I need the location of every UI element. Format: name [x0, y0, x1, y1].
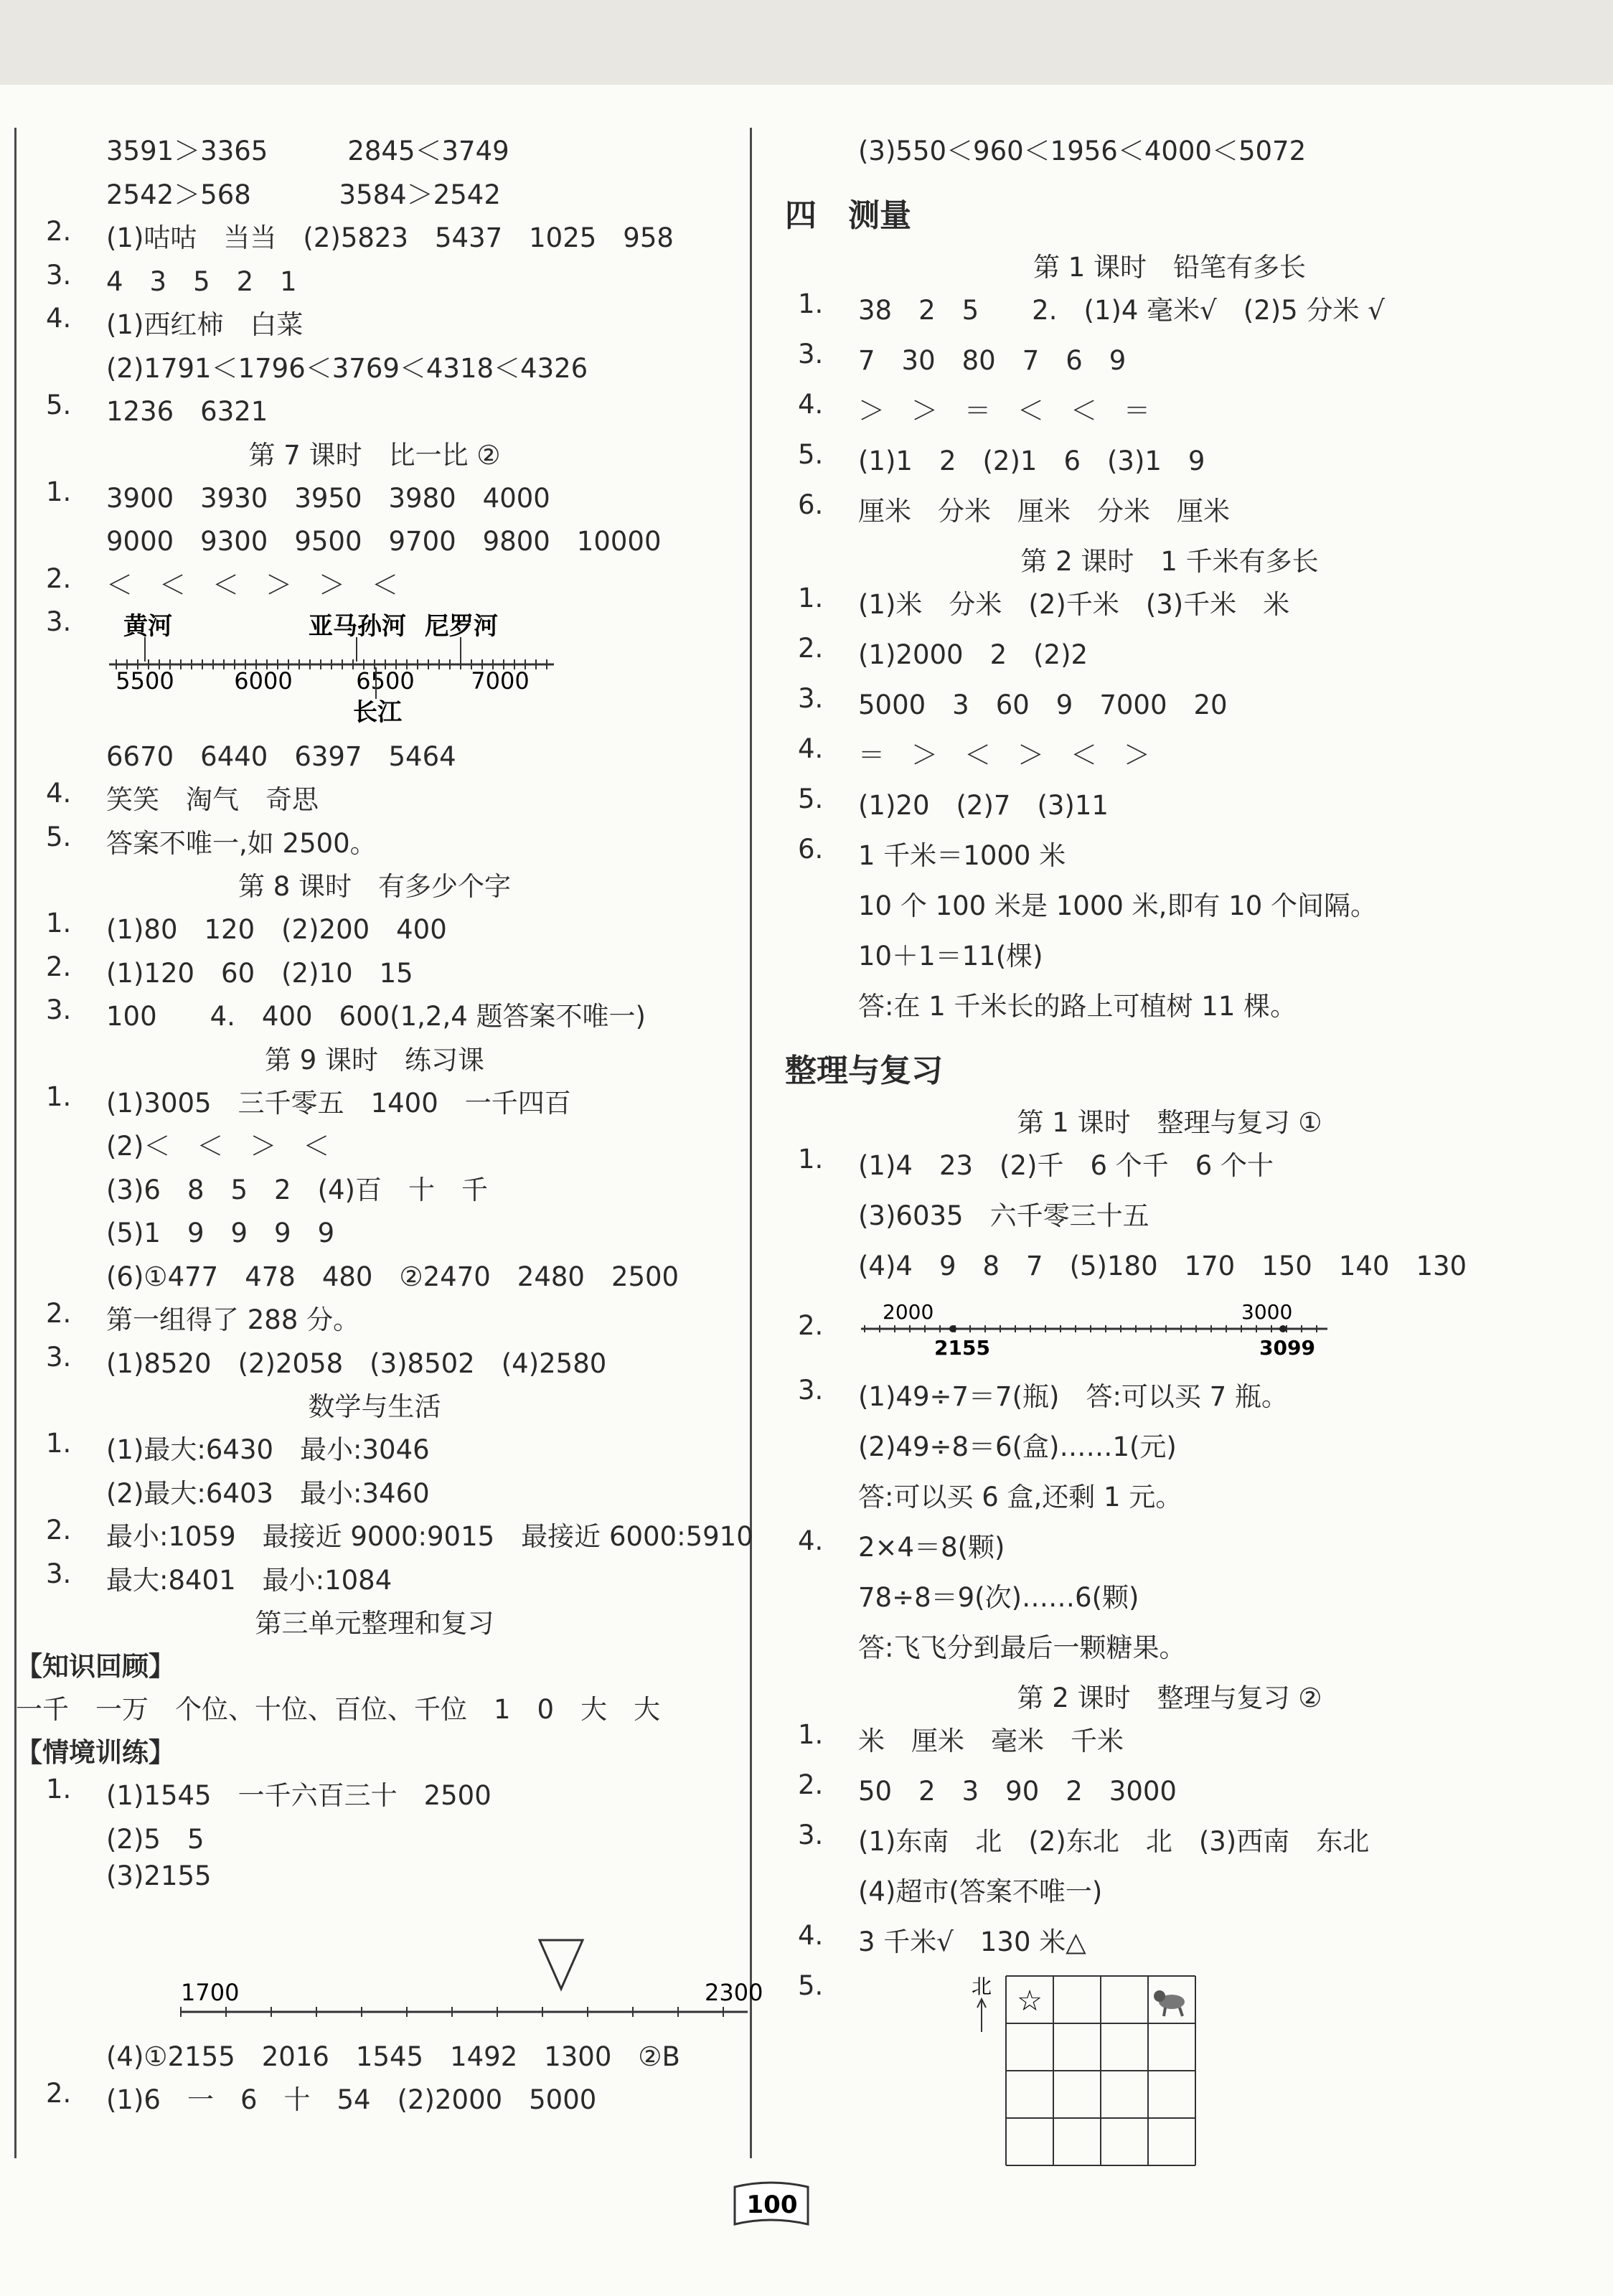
lesson-heading-text: 第 1 课时 铅笔有多长 [1033, 252, 1307, 283]
answer-text: (2)最大:6403 最小:3460 [106, 1477, 430, 1509]
answer-text: (2)＜ ＜ ＞ ＜ [106, 1131, 330, 1162]
answer-text: 50 2 3 90 2 3000 [858, 1776, 1177, 1807]
answer-line [16, 778, 733, 822]
column-divider [750, 128, 752, 2158]
answer-text: 最小:1059 最接近 9000:9015 最接近 6000:5910 [106, 1521, 753, 1552]
river-label: 亚马孙河 [309, 611, 406, 641]
question-number: 2. [46, 1298, 72, 1329]
answer-line [16, 347, 733, 390]
tick-label: 6500 [356, 667, 415, 695]
answer-line [768, 1425, 1571, 1475]
answer-line [16, 1168, 733, 1212]
lesson-heading [768, 1676, 1571, 1719]
answer-text: (1)4 23 (2)千 6 个千 6 个十 [858, 1150, 1274, 1181]
question-number: 1. [46, 1774, 72, 1805]
dog-icon [1154, 1990, 1185, 2016]
answer-text: (1)20 (2)7 (3)11 [858, 790, 1109, 821]
tick-label: 5500 [116, 667, 174, 695]
answer-text: (3)2155 [106, 1860, 212, 1891]
section-title [768, 179, 1571, 245]
answer-line [768, 934, 1571, 984]
page-number: 100 [746, 2191, 798, 2219]
point-label: 3099 [1259, 1336, 1315, 1360]
answer-line [768, 439, 1571, 489]
answer-line [16, 908, 733, 951]
question-number: 3. [798, 1820, 824, 1850]
answer-line [16, 563, 733, 607]
answer-line [768, 583, 1571, 633]
question-number: 3. [46, 259, 72, 291]
answer-text: 最大:8401 最小:1084 [106, 1564, 392, 1596]
answer-text: (3)6 8 5 2 (4)百 十 千 [106, 1174, 488, 1205]
answer-line [768, 1920, 1571, 1970]
triangle-marker [540, 1940, 583, 1989]
answer-line [16, 1124, 733, 1168]
answer-line [768, 1375, 1571, 1425]
question-number: 2. [798, 633, 824, 664]
lesson-heading [16, 865, 733, 908]
answer-text: (1)80 120 (2)200 400 [106, 914, 447, 945]
question-number: 1. [46, 476, 72, 507]
answer-line [768, 129, 1571, 179]
answer-line [768, 733, 1571, 784]
answer-line [16, 1255, 733, 1299]
section-title-text: 四 测量 [785, 197, 911, 234]
answer-line [16, 822, 733, 865]
north-label: 北 [971, 1975, 992, 1998]
right-column [768, 129, 1571, 2178]
answer-line [768, 1144, 1571, 1194]
answer-text: 答:可以买 6 盒,还剩 1 元。 [858, 1482, 1182, 1512]
answer-text: (6)①477 478 480 ②2470 2480 2500 [106, 1261, 679, 1292]
answer-text: 答:在 1 千米长的路上可植树 11 棵。 [858, 991, 1297, 1022]
point-marker [949, 1325, 956, 1332]
question-number: 2. [46, 2078, 72, 2109]
river-length-number-line [16, 606, 733, 735]
question-number: 4. [46, 303, 72, 334]
answer-line [768, 288, 1571, 339]
answer-line [768, 683, 1571, 733]
answer-line [16, 476, 733, 520]
lesson-heading-text: 第 2 课时 1 千米有多长 [1020, 546, 1319, 577]
question-number: 3. [798, 1375, 824, 1406]
tick-label: 7000 [471, 667, 530, 695]
question-number: 4. [798, 1525, 824, 1556]
question-number: 4. [46, 778, 72, 809]
answer-line [16, 519, 733, 563]
answer-line [768, 1525, 1571, 1576]
answer-text: (1)8520 (2)2058 (3)8502 (4)2580 [106, 1347, 607, 1379]
point-marker [1279, 1325, 1287, 1332]
star-icon: ☆ [1017, 1985, 1043, 2018]
answer-text: 7 30 80 7 6 9 [858, 345, 1127, 376]
answer-line [768, 884, 1571, 934]
answer-text: (5)1 9 9 9 9 [106, 1218, 335, 1248]
question-number: 5. [798, 1970, 824, 2001]
answer-line [768, 1626, 1571, 1676]
lesson-heading [768, 540, 1571, 583]
answer-line [16, 994, 733, 1038]
answer-line [16, 1817, 733, 1861]
question-number: 5. [798, 439, 824, 470]
subsection-label-text: 【情境训练】 [16, 1737, 175, 1768]
page-number-badge [728, 2181, 814, 2234]
answer-line [768, 389, 1571, 439]
answer-line [16, 390, 733, 433]
subsection-label-text: 【知识回顾】 [16, 1651, 175, 1682]
answer-text: ＝ ＞ ＜ ＞ ＜ ＞ [858, 740, 1150, 771]
question-number: 5. [798, 784, 824, 814]
answer-line [16, 2078, 733, 2122]
answer-line [768, 633, 1571, 683]
answer-line [768, 1475, 1571, 1525]
answer-text: (4)4 9 8 7 (5)180 170 150 140 130 [858, 1251, 1467, 1281]
section-title-text: 整理与复习 [785, 1053, 943, 1089]
answer-line [768, 784, 1571, 834]
question-number: 1. [798, 1144, 824, 1175]
question-number: 3. [46, 994, 72, 1025]
question-number: 2. [46, 1515, 72, 1545]
question-number: 3. [46, 1341, 72, 1373]
lesson-heading-text: 数学与生活 [308, 1391, 441, 1422]
direction-grid-figure [768, 1970, 1571, 2178]
answer-line [16, 303, 733, 347]
answer-text: (2)49÷8＝6(盒)……1(元) [858, 1431, 1177, 1462]
answer-line [16, 1428, 733, 1472]
question-number: 3. [46, 1558, 72, 1589]
answer-line [16, 1558, 733, 1602]
lesson-heading [16, 1601, 733, 1645]
answer-line [16, 129, 733, 173]
answer-text: 答:飞飞分到最后一颗糖果。 [858, 1632, 1186, 1663]
answer-text: (4)超市(答案不唯一) [858, 1876, 1103, 1907]
lesson-heading-text: 第 2 课时 整理与复习 ② [1017, 1683, 1322, 1713]
answer-text: 3591＞3365 2845＜3749 [106, 136, 509, 166]
answer-line [768, 1820, 1571, 1870]
question-number: 1. [798, 583, 824, 613]
answer-text: 2×4＝8(颗) [858, 1532, 1005, 1563]
tick-label: 1700 [181, 1978, 240, 2006]
tick-label: 2300 [705, 1978, 763, 2006]
question-number: 5. [46, 390, 72, 420]
answer-text: 9000 9300 9500 9700 9800 10000 [106, 526, 662, 557]
answer-line [16, 173, 733, 217]
question-number: 1. [46, 1428, 72, 1459]
answer-text: (2)5 5 [106, 1823, 204, 1855]
answer-line [768, 1870, 1571, 1920]
answer-text: (1)6 一 6 十 54 (2)2000 5000 [106, 2084, 597, 2115]
lesson-heading-text: 第 8 课时 有多少个字 [238, 871, 512, 902]
question-number: 1. [798, 1719, 824, 1750]
question-number: 1. [46, 908, 72, 938]
answer-text: 3900 3930 3950 3980 4000 [106, 482, 550, 514]
lesson-heading [16, 1038, 733, 1081]
answer-line [768, 1194, 1571, 1244]
question-number: 6. [798, 834, 824, 865]
answer-text: 1236 6321 [106, 396, 268, 427]
river-label: 长江 [353, 697, 402, 727]
question-number: 3. [798, 339, 824, 370]
answer-text: (1)2000 2 (2)2 [858, 639, 1088, 670]
answer-text: (4)①2155 2016 1545 1492 1300 ②B [106, 2041, 680, 2072]
answer-text: (1)最大:6430 最小:3046 [106, 1434, 430, 1465]
answer-text: (3)550＜960＜1956＜4000＜5072 [858, 136, 1307, 166]
answer-text: 2542＞568 3584＞2542 [106, 179, 501, 210]
answer-line [16, 735, 733, 778]
answer-line [16, 216, 733, 260]
lesson-heading-text: 第 7 课时 比一比 ② [248, 439, 501, 471]
answer-text: (1)米 分米 (2)千米 (3)千米 米 [858, 589, 1290, 620]
answer-text: 38 2 5 2. (1)4 毫米√ (2)5 分米 √ [858, 295, 1385, 326]
subsection-label [16, 1645, 733, 1688]
answer-text: 3 千米√ 130 米△ [858, 1926, 1086, 1957]
answer-text: 笑笑 淘气 奇思 [106, 784, 319, 815]
answer-text: (2)1791＜1796＜3769＜4318＜4326 [106, 352, 588, 384]
answer-text: 米 厘米 毫米 千米 [858, 1726, 1124, 1756]
answer-line [768, 1719, 1571, 1769]
tick-label: 2000 [883, 1300, 934, 1324]
tick-label: 6000 [234, 667, 293, 695]
answer-text: 厘米 分米 厘米 分米 厘米 [858, 496, 1230, 527]
subsection-label [16, 1731, 733, 1774]
answer-text: (1)东南 北 (2)东北 北 (3)西南 东北 [858, 1826, 1370, 1857]
question-number: 1. [46, 1081, 72, 1112]
question-number: 2. [46, 216, 72, 247]
question-number: 6. [798, 489, 824, 520]
section-title [768, 1035, 1571, 1101]
answer-text: 答案不唯一,如 2500。 [106, 827, 377, 859]
answer-text: 10＋1＝11(棵) [858, 941, 1043, 971]
answer-text: (1)1 2 (2)1 6 (3)1 9 [858, 446, 1205, 476]
answer-line [768, 984, 1571, 1035]
question-number: 1. [798, 288, 824, 319]
answer-line [16, 1774, 733, 1817]
answer-text: (1)3005 三千零五 1400 一千四百 [106, 1087, 571, 1119]
answer-text: 第一组得了 288 分。 [106, 1304, 360, 1335]
answer-line [16, 1298, 733, 1342]
answer-line [16, 1860, 733, 1904]
answer-line [768, 1576, 1571, 1626]
answer-line [16, 1688, 733, 1731]
answer-line [768, 339, 1571, 389]
answer-line [16, 1342, 733, 1385]
answer-text: 100 4. 400 600(1,2,4 题答案不唯一) [106, 1001, 646, 1032]
question-number: 4. [798, 1920, 824, 1951]
lesson-heading [768, 245, 1571, 288]
answer-line [16, 951, 733, 995]
lesson-heading [16, 433, 733, 476]
lesson-heading [768, 1101, 1571, 1144]
answer-text: (1)咕咕 当当 (2)5823 5437 1025 958 [106, 222, 674, 253]
answer-line [16, 260, 733, 304]
question-number: 5. [46, 821, 72, 852]
question-number: 2. [46, 563, 72, 594]
question-number: 3. [798, 683, 824, 714]
answer-text: (1)49÷7＝7(瓶) 答:可以买 7 瓶。 [858, 1381, 1288, 1412]
answer-line [768, 1244, 1571, 1294]
answer-line [16, 1472, 733, 1515]
question-number: 2. [798, 1310, 824, 1341]
answer-text: 10 个 100 米是 1000 米,即有 10 个间隔。 [858, 890, 1378, 921]
lesson-heading [16, 1385, 733, 1428]
question-number: 2. [798, 1769, 824, 1800]
answer-text: (1)120 60 (2)10 15 [106, 957, 413, 989]
answer-text: (3)6035 六千零三十五 [858, 1200, 1149, 1231]
number-line-2000-3000 [768, 1294, 1571, 1375]
answer-line [16, 1081, 733, 1125]
lesson-heading-text: 第三单元整理和复习 [255, 1608, 494, 1639]
answer-text: 6670 6440 6397 5464 [106, 740, 456, 772]
answer-text: ＜ ＜ ＜ ＞ ＞ ＜ [106, 569, 398, 601]
question-number: 2. [46, 951, 72, 982]
answer-text: 一千 一万 个位、十位、百位、千位 1 0 大 大 [16, 1694, 661, 1725]
number-line-1700-2300 [16, 1904, 763, 2035]
question-number: 4. [798, 733, 824, 764]
river-label: 尼罗河 [425, 611, 498, 641]
lesson-heading-text: 第 9 课时 练习课 [264, 1044, 485, 1076]
tick-label: 3000 [1241, 1300, 1293, 1324]
question-number: 3. [46, 606, 72, 637]
answer-text: ＞ ＞ ＝ ＜ ＜ ＝ [858, 395, 1150, 426]
point-label: 2155 [934, 1336, 990, 1360]
answer-text: 5000 3 60 9 7000 20 [858, 690, 1228, 720]
answer-text: 1 千米＝1000 米 [858, 840, 1066, 871]
answer-line [768, 834, 1571, 884]
answer-text: 4 3 5 2 1 [106, 265, 297, 297]
lesson-heading-text: 第 1 课时 整理与复习 ① [1017, 1107, 1322, 1138]
left-column [16, 129, 763, 2122]
answer-text: (1)1545 一千六百三十 2500 [106, 1780, 492, 1811]
answer-line [16, 1515, 753, 1558]
top-scan-band [0, 0, 1613, 85]
river-label: 黄河 [123, 611, 172, 641]
answer-line [16, 1211, 733, 1255]
answer-line [768, 489, 1571, 540]
question-number: 4. [798, 389, 824, 420]
answer-text: (1)西红柿 白菜 [106, 309, 304, 340]
answer-line [16, 2035, 733, 2079]
answer-text: 78÷8＝9(次)……6(颗) [858, 1582, 1139, 1613]
answer-line [768, 1769, 1571, 1820]
